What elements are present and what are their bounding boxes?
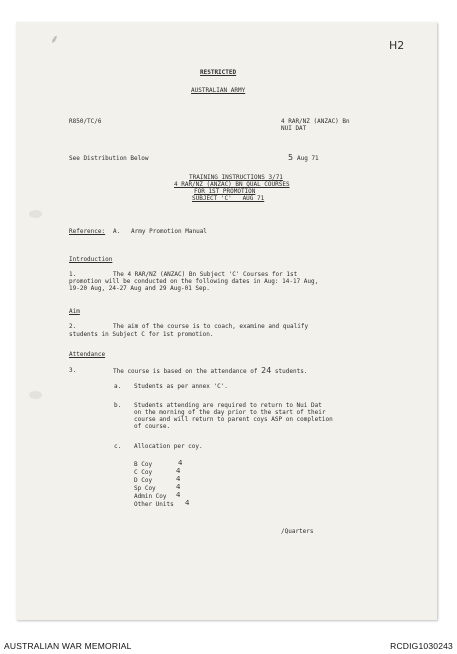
para-3-intro xyxy=(113,367,307,375)
item-b-line-4: of course. xyxy=(134,423,171,430)
item-b-line-2: on the morning of the day prior to the start of their xyxy=(134,409,326,416)
item-b-line-3: course and will return to parent coys ASP on completion xyxy=(134,416,333,423)
title-line-4: SUBJECT 'C' AUG 71 xyxy=(192,195,265,202)
title-line-3: FOR 1ST PROMOTION xyxy=(194,188,256,195)
allocation-count: 4 xyxy=(176,483,181,491)
page-marker: H2 xyxy=(389,39,405,52)
unit-line-1: 4 RAR/NZ (ANZAC) Bn xyxy=(281,118,350,125)
para-3-intro-before: The course is based on the attendance of xyxy=(113,368,262,375)
allocation-count: 4 xyxy=(176,475,181,483)
continuation-marker: /Quarters xyxy=(281,528,314,535)
para-3-intro-after: students. xyxy=(271,368,308,375)
allocation-count: 4 xyxy=(176,467,181,475)
allocation-coy: Sp Coy xyxy=(134,485,156,492)
document-sheet xyxy=(16,22,437,620)
item-c-label: c. xyxy=(114,443,122,450)
date-day-handwritten: 5 xyxy=(288,153,294,162)
reference-label: Reference: xyxy=(69,228,106,235)
footer-record-id: RCDIG1030243 xyxy=(390,641,453,651)
date-rest: Aug 71 xyxy=(297,155,319,162)
classification-header: RESTRICTED xyxy=(200,69,237,76)
para-1-number: 1. xyxy=(69,271,77,278)
allocation-coy: D Coy xyxy=(134,477,153,484)
para-1-line-1: The 4 RAR/NZ (ANZAC) Bn Subject 'C' Courses for 1st xyxy=(113,271,298,278)
reference-item: A. Army Promotion Manual xyxy=(113,228,207,235)
para-2-line-2: students in Subject C for 1st promotion. xyxy=(69,331,214,338)
item-b-label: b. xyxy=(114,402,122,409)
allocation-coy: Admin Coy xyxy=(134,493,167,500)
punch-hole-lower xyxy=(29,391,42,399)
title-line-2: 4 RAR/NZ (ANZAC) BN QUAL COURSES xyxy=(174,181,290,188)
distribution-line: See Distribution Below xyxy=(69,155,149,162)
para-1-line-3: 19-20 Aug, 24-27 Aug and 29 Aug-01 Sep. xyxy=(69,285,210,292)
allocation-coy: C Coy xyxy=(134,469,153,476)
introduction-heading: Introduction xyxy=(69,256,113,263)
allocation-count: 4 xyxy=(185,499,190,507)
aim-heading: Aim xyxy=(69,308,80,315)
item-c-text: Allocation per coy. xyxy=(134,443,203,450)
file-reference: R850/TC/6 xyxy=(69,118,102,125)
para-1-line-2: promotion will be conducted on the following dates in Aug: 14-17 Aug, xyxy=(69,278,319,285)
student-count-handwritten: 24 xyxy=(261,366,272,375)
punch-hole-upper xyxy=(29,210,42,218)
allocation-coy: B Coy xyxy=(134,461,153,468)
attendance-heading: Attendance xyxy=(69,351,106,358)
para-2-line-1: The aim of the course is to coach, examine and qualify xyxy=(113,323,309,330)
allocation-coy: Other Units xyxy=(134,501,174,508)
pencil-scribble-mark: ⸙ xyxy=(50,32,60,46)
unit-line-2: NUI DAT xyxy=(281,125,307,132)
organisation-header: AUSTRALIAN ARMY xyxy=(191,87,246,94)
item-a-text: Students as per annex 'C'. xyxy=(134,383,228,390)
para-2-number: 2. xyxy=(69,323,77,330)
footer-institution: AUSTRALIAN WAR MEMORIAL xyxy=(4,641,132,651)
allocation-count: 4 xyxy=(176,491,181,499)
item-a-label: a. xyxy=(114,383,122,390)
title-line-1: TRAINING INSTRUCTIONS 3/71 xyxy=(189,174,283,181)
para-3-number: 3. xyxy=(69,367,77,374)
item-b-line-1: Students attending are required to return to Nui Dat xyxy=(134,402,322,409)
allocation-count: 4 xyxy=(178,459,183,467)
